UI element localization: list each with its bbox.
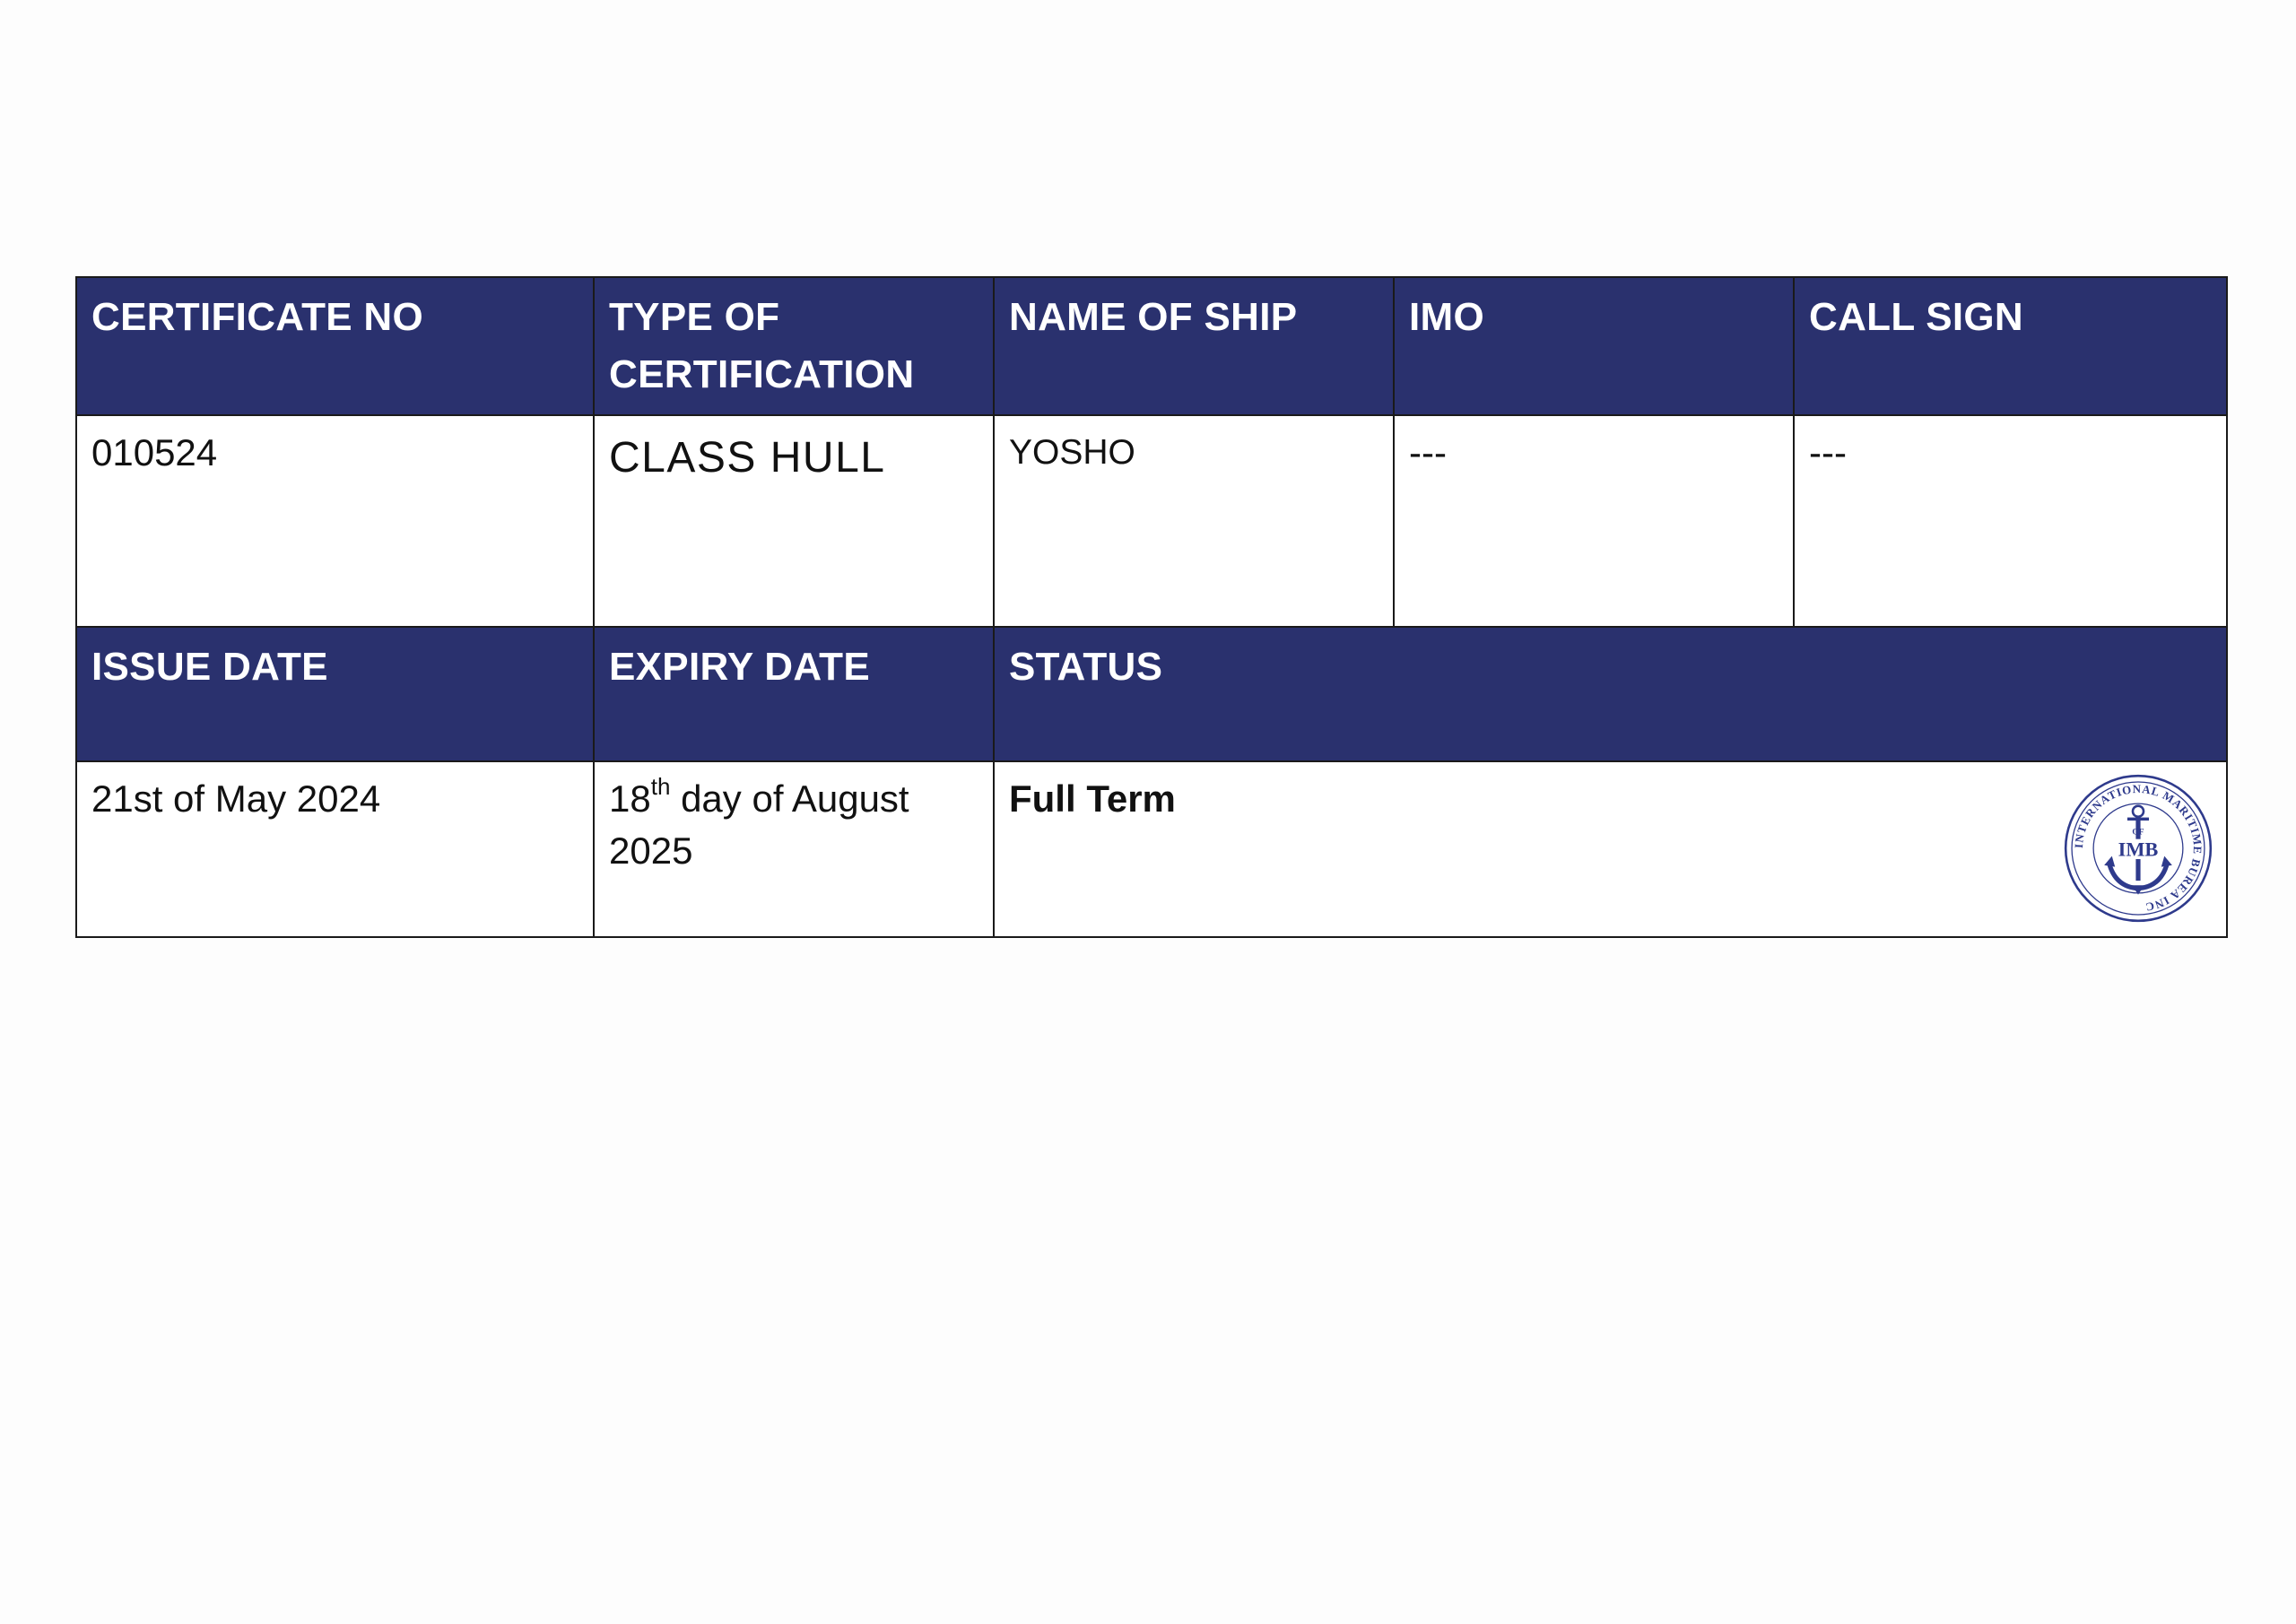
seal-ring-text: INTERNATIONAL MARITIME BUREA INC — [2073, 782, 2205, 914]
imo-value: --- — [1394, 415, 1794, 627]
status-cell — [994, 761, 2227, 937]
name-of-ship-value: YOSHO — [994, 415, 1394, 627]
expiry-ordinal: th — [650, 773, 671, 800]
header-row-1 — [76, 277, 2227, 415]
header-certificate-no: CERTIFICATE NO — [76, 277, 594, 415]
call-sign-value: --- — [1794, 415, 2227, 627]
seal-center-text: IMB — [2118, 838, 2159, 861]
issue-date-value: 21st of May 2024 — [76, 761, 594, 937]
header-type-of-certification: TYPE OF CERTIFICATION — [594, 277, 994, 415]
value-row-2 — [76, 761, 2227, 937]
seal-small-text: OF — [2132, 828, 2144, 838]
certificate-table — [75, 276, 2228, 938]
expiry-date-value — [594, 761, 994, 937]
header-imo: IMO — [1394, 277, 1794, 415]
company-seal — [2061, 771, 2215, 925]
header-status: STATUS — [994, 627, 2227, 761]
header-expiry-date: EXPIRY DATE — [594, 627, 994, 761]
header-call-sign: CALL SIGN — [1794, 277, 2227, 415]
certificate-no-value: 010524 — [76, 415, 594, 627]
value-row-1 — [76, 415, 2227, 627]
status-value: Full Term — [1009, 777, 1176, 820]
header-row-2 — [76, 627, 2227, 761]
type-of-certification-value: CLASS HULL — [594, 415, 994, 627]
expiry-day: 18 — [609, 777, 651, 820]
header-name-of-ship: NAME OF SHIP — [994, 277, 1394, 415]
expiry-rest: day of August 2025 — [609, 777, 909, 872]
header-issue-date: ISSUE DATE — [76, 627, 594, 761]
